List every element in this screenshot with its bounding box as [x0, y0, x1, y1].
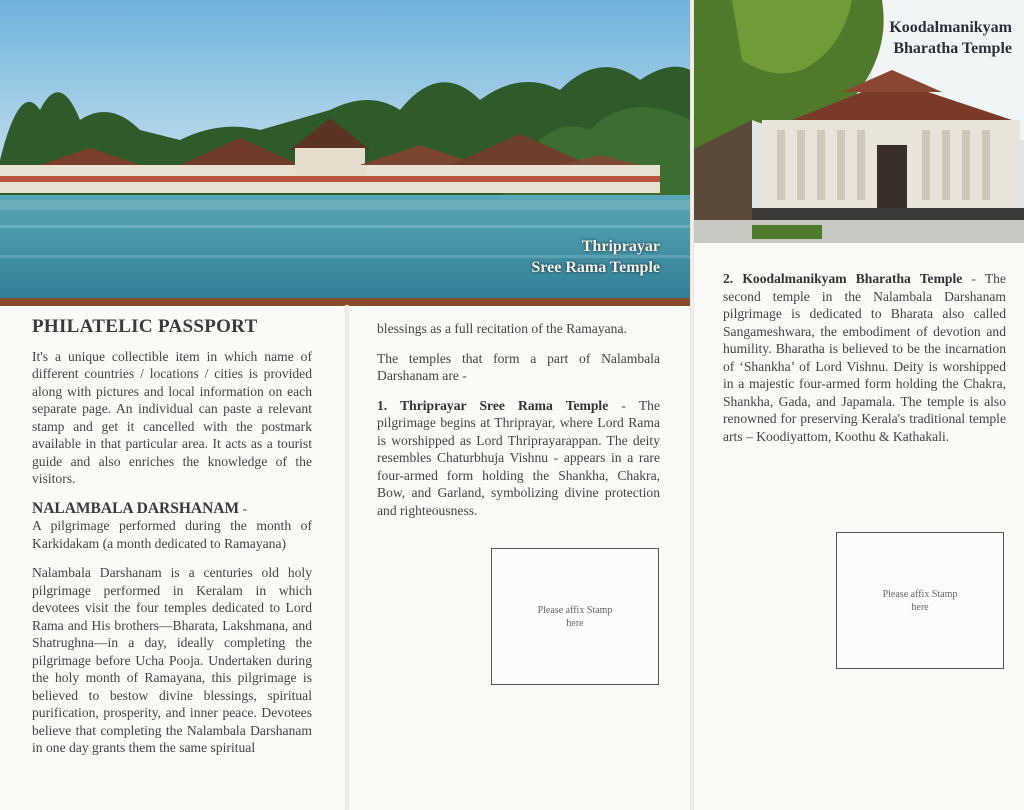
stamp-box[interactable] [836, 532, 1004, 669]
section-title-suffix: - [239, 500, 248, 516]
caption-line: Bharatha Temple [893, 40, 1012, 57]
temple1-paragraph [377, 397, 660, 520]
temple2-text: - The second temple in the Nalambala Darshanam pilgrimage is dedicated to Bharata also called Sangameshwara, the embodiment of devotion and humility. Bharatha is believed to be the incarnation of ‘Shankha’ of Lord Vishnu. Deity is worshipped in a majestic four-armed form holding the Chakra, Shankha, Gada, and Japamala. The temple is also renowned for preserving Kerala's traditional temple arts – Koodiyattom, Koothu & Kathakali. [723, 271, 1006, 444]
body-paragraph: Nalambala Darshanam is a centuries old holy pilgrimage performed in Keralam in which devotees visit the four temples dedicated to Lord Rama and His brothers—Bharata, Lakshmana, and Shatrughna—in a day, ideally completing the pilgrimage before Ucha Pooja. Undertaken during the holy month of Ramayana, this pilgrimage is believed to bestow divine blessings, spiritual purification, prosperity, and inner peace. Devotees believe that completing the Nalambala Darshanam in one day grants them the same spiritual [32, 565, 312, 755]
panel-fold [345, 305, 349, 810]
section-subtitle: A pilgrimage performed during the month of Karkidakam (a month dedicated to Ramayana) [32, 518, 312, 551]
caption-line: Koodalmanikyam [889, 19, 1012, 36]
section-heading [32, 500, 312, 518]
stamp-box[interactable] [491, 548, 659, 685]
caption-line: Sree Rama Temple [531, 259, 660, 276]
caption-line: Thriprayar [581, 238, 660, 255]
middle-panel [377, 320, 660, 531]
intro-paragraph: It's a unique collectible item in which name of different countries / locations / cities is provided along with pictures and local information on each separate page. An individual can paste a relevant stamp and get it cancelled with the postmark available in that particular area. It acts as a tourist guide and also enriches the knowledge of the visitors. [32, 348, 312, 486]
continuation-paragraph: blessings as a full recitation of the Ramayana. [377, 321, 627, 336]
thriprayar-photo-caption [480, 236, 660, 278]
koodalmanikyam-photo-caption [812, 17, 1012, 59]
stamp-placeholder-text: Please affix Stamp here [537, 604, 613, 629]
section-title: NALAMBALA DARSHANAM [32, 499, 240, 517]
right-panel [723, 270, 1006, 457]
temple1-text: - The pilgrimage begins at Thriprayar, where Lord Rama is worshipped as Lord Thriprayarappan. The deity resembles Chaturbhuja Vishnu - appears in a rare four-armed form holding the Shankha, Chakra, Bow, and Garland, symbolizing divine protection and righteousness. [377, 397, 660, 518]
temple2-title: 2. Koodalmanikyam Bharatha Temple [723, 271, 963, 286]
temple1-title: 1. Thriprayar Sree Rama Temple [377, 397, 609, 413]
stamp-placeholder-text: Please affix Stamp here [882, 588, 958, 613]
temples-intro: The temples that form a part of Nalambala Darshanam are - [377, 350, 660, 383]
temple2-paragraph [723, 270, 1006, 445]
panel-fold [690, 0, 694, 810]
left-panel [32, 318, 312, 769]
page-title: PHILATELIC PASSPORT [32, 316, 258, 337]
